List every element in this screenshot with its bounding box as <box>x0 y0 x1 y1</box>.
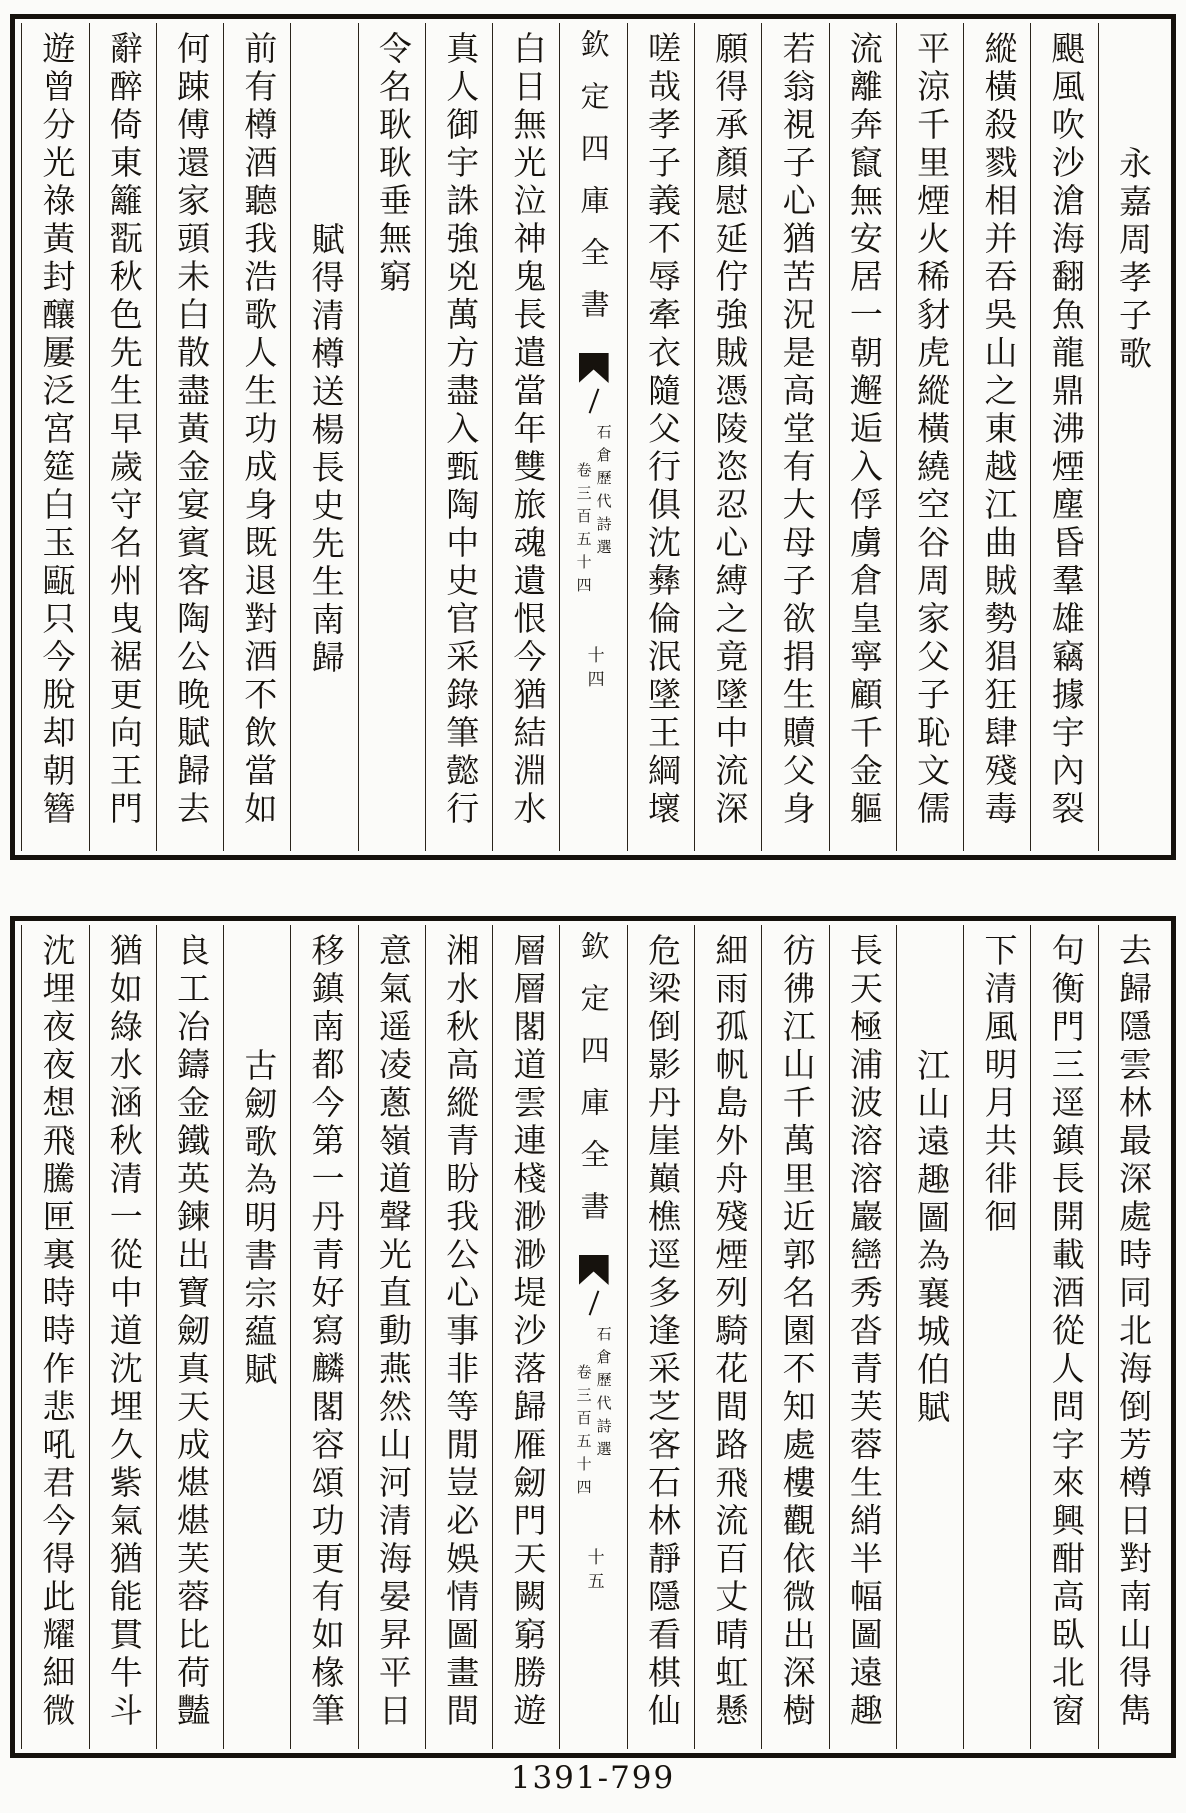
poem-text-column: 颶風吹沙滄海翻魚龍鼎沸煙塵昏羣雄竊據宇內裂 <box>1030 23 1097 851</box>
fishtail-icon <box>579 353 609 383</box>
poem-text-column: 嗟哉孝子義不辱牽衣隨父行俱沈彝倫泯墜王綱壞 <box>627 23 694 851</box>
poem-text-column: 願得承顏慰延佇強賊憑陵恣忍心縛之竟墜中流深 <box>694 23 761 851</box>
poem-text-column: 辭醉倚東籬翫秋色先生早歲守名州曳裾更向王門 <box>89 23 156 851</box>
poem-text-column: 層層閣道雲連棧渺渺堤沙落歸雁劒門天闕窮勝遊 <box>492 925 559 1749</box>
poem-text-column: 平涼千里煙火稀豺虎縱橫繞空谷周家父子恥文儒 <box>896 23 963 851</box>
banxin-slash-mark <box>588 388 599 413</box>
poem-title-column: 賦得清樽送楊長史先生南歸 <box>290 23 357 851</box>
top-page-frame <box>10 14 1176 860</box>
siku-quanshu-title: 欽定四庫全書 <box>576 931 611 1243</box>
poem-text-column: 長天極浦波溶溶巖巒秀沓青芙蓉生綃半幅圖遠趣 <box>829 925 896 1749</box>
top-columns-container <box>21 23 1165 851</box>
siku-quanshu-title: 欽定四庫全書 <box>576 29 611 341</box>
poem-text-column: 白日無光泣神鬼長遣當年雙旅魂遺恨今猶結淵水 <box>492 23 559 851</box>
poem-title-column: 江山遠趣圖為襄城伯賦 <box>896 925 963 1749</box>
bottom-page-frame <box>10 916 1176 1758</box>
poem-text-column: 彷彿江山千萬里近郭名園不知處樓觀依微出深樹 <box>761 925 828 1749</box>
juan-number: 卷三百五十四 <box>574 462 593 600</box>
poem-text-column: 猶如綠水涵秋清一從中道沈埋久紫氣猶能貫牛斗 <box>89 925 156 1749</box>
poem-title-column: 古劒歌為明書宗藴賦 <box>223 925 290 1749</box>
poem-text-column: 縱橫殺戮相并吞吳山之東越江曲賊勢猖狂肆殘毒 <box>963 23 1030 851</box>
folio-number: 十四 <box>583 646 604 694</box>
poem-text-column: 下清風明月共徘徊 <box>963 925 1030 1749</box>
banxin-column <box>559 925 626 1749</box>
poem-text-column: 若翁視子心猶苦況是高堂有大母子欲捐生贖父身 <box>761 23 828 851</box>
folio-number: 十五 <box>583 1548 604 1596</box>
poem-text-column: 前有樽酒聽我浩歌人生功成身既退對酒不飲當如 <box>223 23 290 851</box>
poem-text-column: 句衡門三逕鎮長開載酒從人問字來興酣高臥北窗 <box>1030 925 1097 1749</box>
banxin-caption <box>574 1326 614 1502</box>
poem-text-column: 何踈傅還家頭未白散盡黃金宴賓客陶公晚賦歸去 <box>156 23 223 851</box>
poem-text-column: 湘水秋高縱青盼我公心事非等閒豈必娛情圖畫間 <box>425 925 492 1749</box>
poem-text-column: 令名耿耿垂無窮 <box>358 23 425 851</box>
banxin-caption <box>574 424 614 600</box>
poem-text-column: 遊曾分光祿黃封釀屢泛宮筵白玉甌只今脫却朝簪 <box>21 23 88 851</box>
poem-text-column: 移鎮南都今第一丹青好寫麟閣容頌功更有如椽筆 <box>290 925 357 1749</box>
footer-page-number: 1391-799 <box>510 1760 676 1796</box>
juan-number: 卷三百五十四 <box>574 1364 593 1502</box>
poem-text-column: 細雨孤帆島外舟殘煙列騎花間路飛流百丈晴虹懸 <box>694 925 761 1749</box>
poem-text-column: 沈埋夜夜想飛騰匣裏時時作悲吼君今得此耀細微 <box>21 925 88 1749</box>
poem-text-column: 真人御宇誅強兇萬方盡入甄陶中史官采錄筆懿行 <box>425 23 492 851</box>
book-title: 石倉歷代詩選 <box>594 1326 613 1464</box>
bottom-columns-container <box>21 925 1165 1749</box>
book-title: 石倉歷代詩選 <box>594 424 613 562</box>
poem-text-column: 危梁倒影丹崖巔樵逕多逢采芝客石林靜隱看棋仙 <box>627 925 694 1749</box>
poem-text-column: 意氣遥凌蔥嶺道聲光直動燕然山河清海晏昇平日 <box>358 925 425 1749</box>
poem-title-column: 永嘉周孝子歌 <box>1098 23 1165 851</box>
banxin-slash-mark <box>588 1290 599 1315</box>
fishtail-icon <box>579 1255 609 1285</box>
banxin-column <box>559 23 626 851</box>
poem-text-column: 流離奔竄無安居一朝邂逅入俘虜倉皇寧顧千金軀 <box>829 23 896 851</box>
poem-text-column: 良工冶鑄金鐵英鍊出寶劒真天成煁煁芙蓉比荷豔 <box>156 925 223 1749</box>
poem-text-column: 去歸隱雲林最深處時同北海倒芳樽日對南山得雋 <box>1098 925 1165 1749</box>
